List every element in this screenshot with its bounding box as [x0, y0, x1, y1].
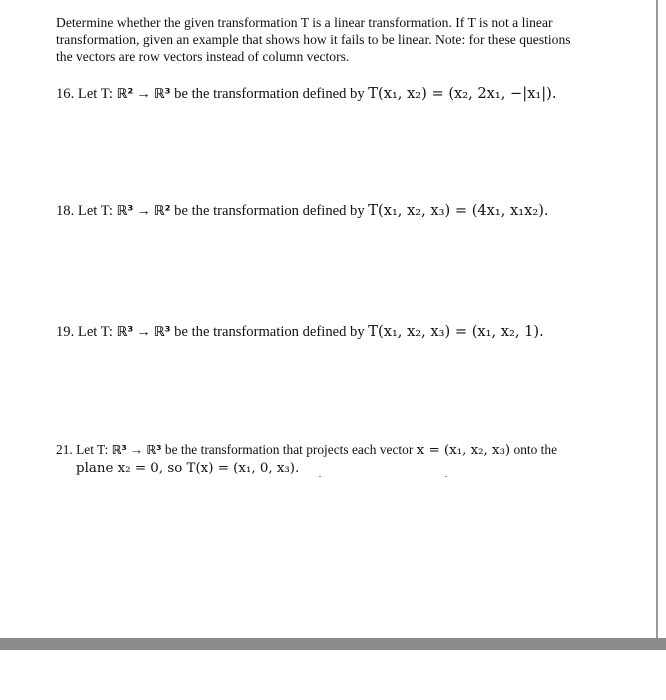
problem-19: [56, 322, 544, 342]
problem-lead: Let T:: [77, 203, 117, 219]
problem-formula: T(x₁, x₂) = (x₂, 2x₁, −|x₁|).: [368, 85, 557, 102]
problem-second-line: plane x₂ = 0, so T(x) = (x₁, 0, x₃).: [76, 461, 300, 476]
scan-mark: [319, 476, 321, 477]
problem-number: 21.: [56, 442, 73, 457]
instructions-paragraph: Determine whether the given transformation T is a linear transformation. If T is not a linear transformation, given an example that shows how it fails to be linear. Note: for these questions the vectors are row vectors instead of column vectors.: [56, 15, 571, 64]
page-bottom-border: [0, 638, 666, 650]
domain-space: ℝ³: [116, 204, 134, 219]
problem-text: be the transformation that projects each vector: [161, 442, 417, 457]
problem-lead: Let T:: [76, 442, 112, 457]
codomain-space: ℝ³: [146, 443, 162, 457]
problem-text: be the transformation defined by: [170, 86, 369, 102]
problem-text-continued: onto the: [510, 442, 558, 457]
problem-text: be the transformation defined by: [170, 203, 369, 219]
problem-formula: x = (x₁, x₂, x₃): [416, 443, 511, 458]
problem-number: 18.: [56, 203, 75, 219]
arrow-symbol: →: [136, 324, 151, 340]
problem-16: [56, 84, 557, 104]
problem-18: [56, 201, 549, 221]
scan-mark: [445, 476, 447, 477]
codomain-space: ℝ³: [153, 325, 171, 340]
domain-space: ℝ³: [111, 443, 127, 457]
domain-space: ℝ³: [116, 325, 134, 340]
problem-number: 16.: [56, 86, 75, 102]
arrow-symbol: →: [129, 442, 144, 457]
domain-space: ℝ²: [116, 87, 134, 102]
problem-text: be the transformation defined by: [170, 324, 369, 340]
problem-formula: T(x₁, x₂, x₃) = (4x₁, x₁x₂).: [368, 202, 549, 219]
codomain-space: ℝ²: [153, 204, 171, 219]
blank-area: [0, 650, 666, 700]
problem-21: [56, 441, 557, 478]
problem-lead: Let T:: [77, 86, 117, 102]
arrow-symbol: →: [136, 203, 151, 219]
codomain-space: ℝ³: [153, 87, 171, 102]
problem-number: 19.: [56, 324, 75, 340]
problem-formula: T(x₁, x₂, x₃) = (x₁, x₂, 1).: [368, 323, 544, 340]
arrow-symbol: →: [136, 86, 151, 102]
problem-lead: Let T:: [77, 324, 117, 340]
